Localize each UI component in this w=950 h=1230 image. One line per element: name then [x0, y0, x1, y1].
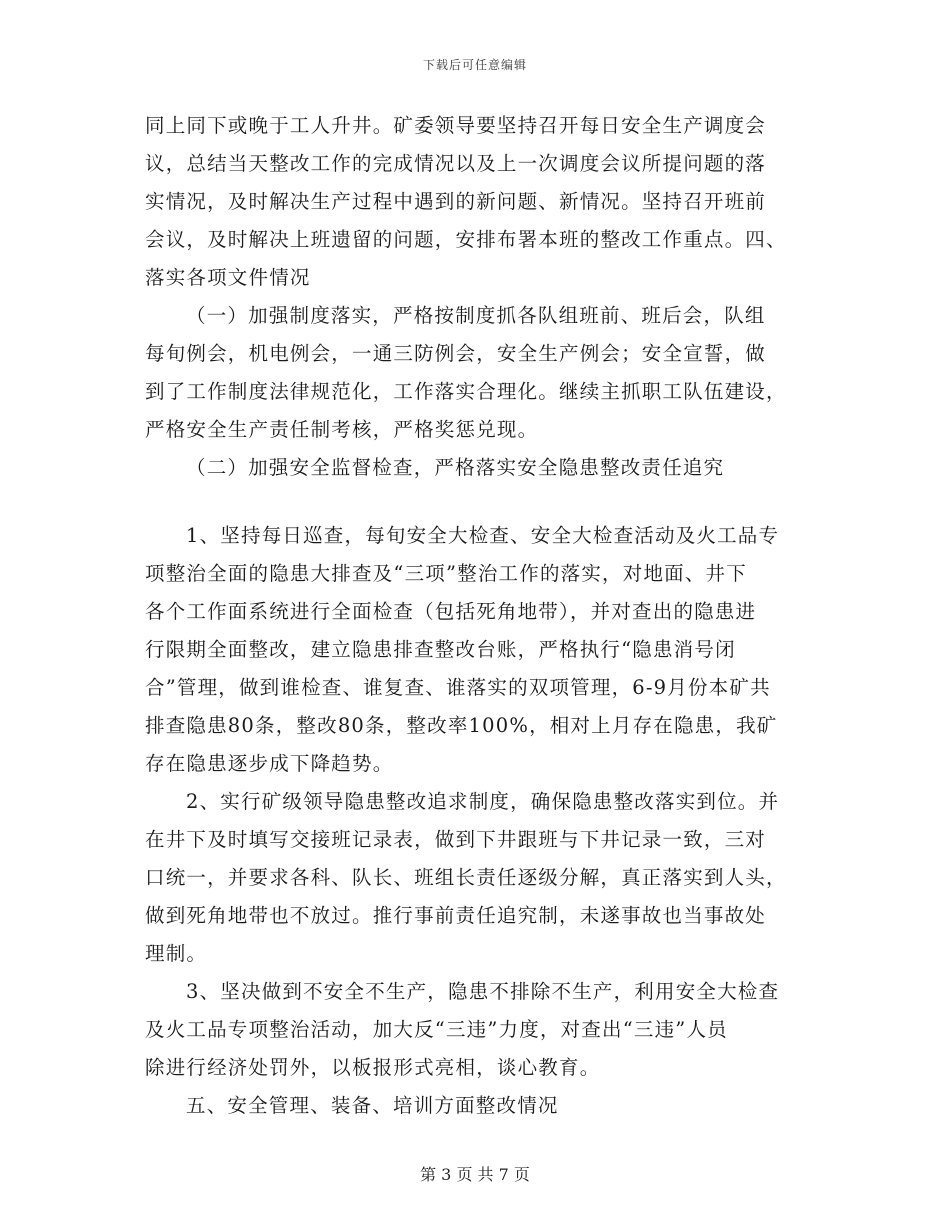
- text-line: 除进行经济处罚外，以板报形式亮相，谈心教育。: [145, 1056, 601, 1079]
- text-line: 每旬例会，机电例会，一通三防例会，安全生产例会；安全宣誓，做: [145, 342, 767, 365]
- text-line: 理制。: [145, 942, 208, 965]
- text-line: 严格安全生产责任制考核，严格奖惩兑现。: [145, 418, 539, 441]
- text-line: 2、实行矿级领导隐患整改追求制度，确保隐患整改落实到位。并: [186, 790, 780, 813]
- text-line: 做到死角地带也不放过。推行事前责任追究制，未遂事故也当事故处: [145, 904, 767, 927]
- page-header: 下载后可任意编辑: [422, 58, 527, 72]
- text-line: 在井下及时填写交接班记录表，做到下井跟班与下井记录一致，三对: [145, 828, 767, 851]
- text-line: 议，总结当天整改工作的完成情况以及上一次调度会议所提问题的落: [145, 152, 767, 175]
- text-line: 到了工作制度法律规范化，工作落实合理化。继续主抓职工队伍建设，: [145, 380, 787, 403]
- text-line: 行限期全面整改，建立隐患排查整改台账，严格执行“隐患消号闭: [145, 638, 736, 661]
- text-line: 同上同下或晚于工人升井。矿委领导要坚持召开每日安全生产调度会: [145, 114, 767, 137]
- text-line: 实情况，及时解决生产过程中遇到的新问题、新情况。坚持召开班前: [145, 190, 767, 213]
- text-line: 各个工作面系统进行全面检查（包括死角地带），并对查出的隐患进: [145, 600, 757, 623]
- text-line: 排查隐患80条，整改80条，整改率100%，相对上月存在隐患，我矿: [145, 714, 778, 737]
- text-line: 会议，及时解决上班遗留的问题，安排布署本班的整改工作重点。四、: [145, 228, 787, 251]
- text-line: 3、坚决做到不安全不生产，隐患不排除不生产，利用安全大检查: [186, 980, 780, 1003]
- text-line: 1、坚持每日巡查，每旬安全大检查、安全大检查活动及火工品专: [186, 524, 780, 547]
- text-line: 合”管理，做到谁检查、谁复查、谁落实的双项管理，6-9月份本矿共: [145, 676, 771, 699]
- section-heading: 五、安全管理、装备、培训方面整改情况: [186, 1094, 559, 1117]
- text-line: 及火工品专项整治活动，加大反“三违”力度，对查出“三违”人员: [145, 1018, 728, 1041]
- text-line: 项整治全面的隐患大排查及“三项”整治工作的落实，对地面、井下: [145, 562, 747, 585]
- text-line: 口统一，并要求各科、队长、班组长责任逐级分解，真正落实到人头，: [145, 866, 787, 889]
- text-line: 落实各项文件情况: [145, 266, 311, 289]
- page-number: 第 3 页 共 7 页: [420, 1165, 530, 1184]
- text-line: （一）加强制度落实，严格按制度抓各队组班前、班后会，队组: [186, 304, 766, 327]
- section-heading: （二）加强安全监督检查，严格落实安全隐患整改责任追究: [186, 456, 725, 479]
- text-line: 存在隐患逐步成下降趋势。: [145, 752, 394, 775]
